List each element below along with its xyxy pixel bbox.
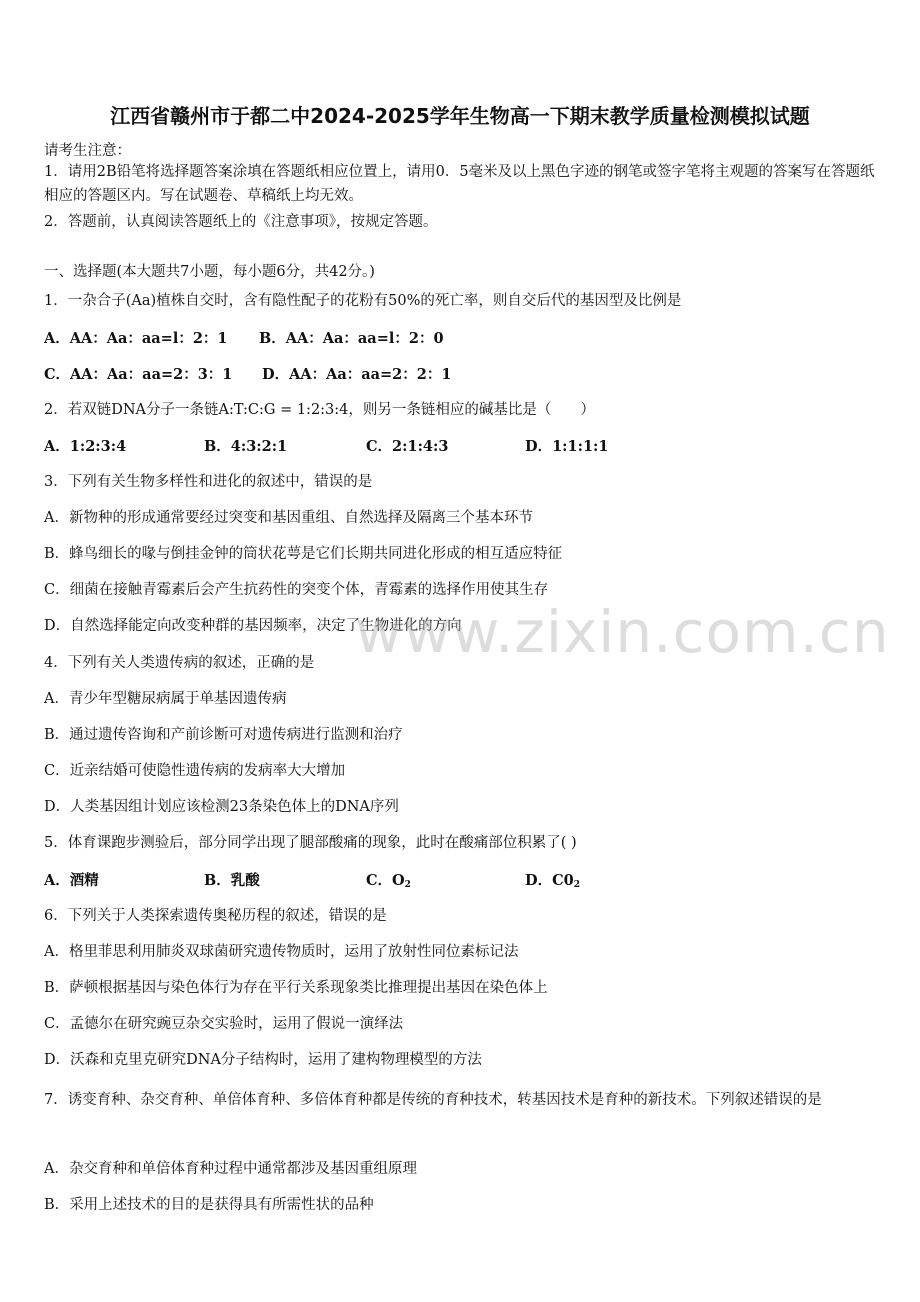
q7-option-a: A．杂交育种和单倍体育种过程中通常都涉及基因重组原理 <box>44 1161 417 1177</box>
q5-option-c-text: C．O <box>366 872 405 889</box>
question-6-stem: 6．下列关于人类探索遗传奥秘历程的叙述，错误的是 <box>44 908 387 924</box>
q3-option-b: B．蜂鸟细长的喙与倒挂金钟的筒状花萼是它们长期共同进化形成的相互适应特征 <box>44 546 563 562</box>
q1-option-d: D．AA：Aa：aa=2：2：1 <box>262 366 452 383</box>
q4-option-c: C．近亲结婚可使隐性遗传病的发病率大大增加 <box>44 763 346 779</box>
notice-heading: 请考生注意： <box>44 143 131 159</box>
q2-option-c: C．2:1:4:3 <box>366 438 449 455</box>
question-4-stem: 4．下列有关人类遗传病的叙述，正确的是 <box>44 655 315 671</box>
notice-item-1: 1．请用2B铅笔将选择题答案涂填在答题纸相应位置上，请用0．5毫米及以上黑色字迹的钢笔或签字笔将主观题的答案写在答题纸相应的答题区内。写在试题卷、草稿纸上均无效。 <box>44 164 875 204</box>
exam-title: 江西省赣州市于都二中2024-2025学年生物高一下期末教学质量检测模拟试题 <box>110 104 810 128</box>
q5-option-a: A．酒精 <box>44 872 99 889</box>
q2-option-b: B．4:3:2:1 <box>204 438 288 455</box>
q1-option-c: C．AA：Aa：aa=2：3：1 <box>44 366 233 383</box>
q3-option-a: A．新物种的形成通常要经过突变和基因重组、自然选择及隔离三个基本环节 <box>44 510 533 526</box>
question-1-stem: 1．一杂合子(Aa)植株自交时，含有隐性配子的花粉有50%的死亡率，则自交后代的基因型及比例是 <box>44 293 682 309</box>
q5-option-c-subscript: 2 <box>404 880 411 890</box>
section-heading: 一、选择题(本大题共7小题，每小题6分，共42分。) <box>44 264 375 280</box>
q5-option-c <box>366 869 411 890</box>
notice-item-2: 2．答题前，认真阅读答题纸上的《注意事项》，按规定答题。 <box>44 214 438 230</box>
q6-option-b: B．萨顿根据基因与染色体行为存在平行关系现象类比推理提出基因在染色体上 <box>44 980 548 996</box>
q7-option-b: B．采用上述技术的目的是获得具有所需性状的品种 <box>44 1197 374 1213</box>
q5-option-d-subscript: 2 <box>573 880 580 890</box>
q4-option-a: A．青少年型糖尿病属于单基因遗传病 <box>44 691 287 707</box>
q2-option-a: A．1:2:3:4 <box>44 438 127 455</box>
q1-option-b: B．AA：Aa：aa=l：2：0 <box>259 330 444 347</box>
question-2-stem: 2．若双链DNA分子一条链A:T:C:G = 1:2:3:4，则另一条链相应的碱基比是（ ） <box>44 402 595 418</box>
q5-option-b: B．乳酸 <box>204 872 260 889</box>
q6-option-d: D．沃森和克里克研究DNA分子结构时，运用了建构物理模型的方法 <box>44 1052 482 1068</box>
q6-option-c: C．孟德尔在研究豌豆杂交实验时，运用了假说一演绎法 <box>44 1016 404 1032</box>
q5-option-d <box>525 869 580 890</box>
q2-option-d: D．1:1:1:1 <box>525 438 609 455</box>
q4-option-d: D．人类基因组计划应该检测23条染色体上的DNA序列 <box>44 799 399 815</box>
q6-option-a: A．格里菲思利用肺炎双球菌研究遗传物质时，运用了放射性同位素标记法 <box>44 944 519 960</box>
q1-option-a: A．AA：Aa：aa=l：2：1 <box>44 330 228 347</box>
q3-option-d: D．自然选择能定向改变种群的基因频率，决定了生物进化的方向 <box>44 618 462 634</box>
watermark: www.zixin.com.cn <box>355 598 890 666</box>
question-7-stem: 7．诱变育种、杂交育种、单倍体育种、多倍体育种都是传统的育种技术，转基因技术是育种的新技术。下列叙述错误的是 <box>44 1092 822 1108</box>
q4-option-b: B．通过遗传咨询和产前诊断可对遗传病进行监测和治疗 <box>44 727 403 743</box>
question-5-stem: 5．体育课跑步测验后，部分同学出现了腿部酸痛的现象，此时在酸痛部位积累了( ) <box>44 835 577 851</box>
question-3-stem: 3．下列有关生物多样性和进化的叙述中，错误的是 <box>44 474 373 490</box>
q5-option-d-text: D．C0 <box>525 872 574 889</box>
q3-option-c: C．细菌在接触青霉素后会产生抗药性的突变个体，青霉素的选择作用使其生存 <box>44 582 549 598</box>
